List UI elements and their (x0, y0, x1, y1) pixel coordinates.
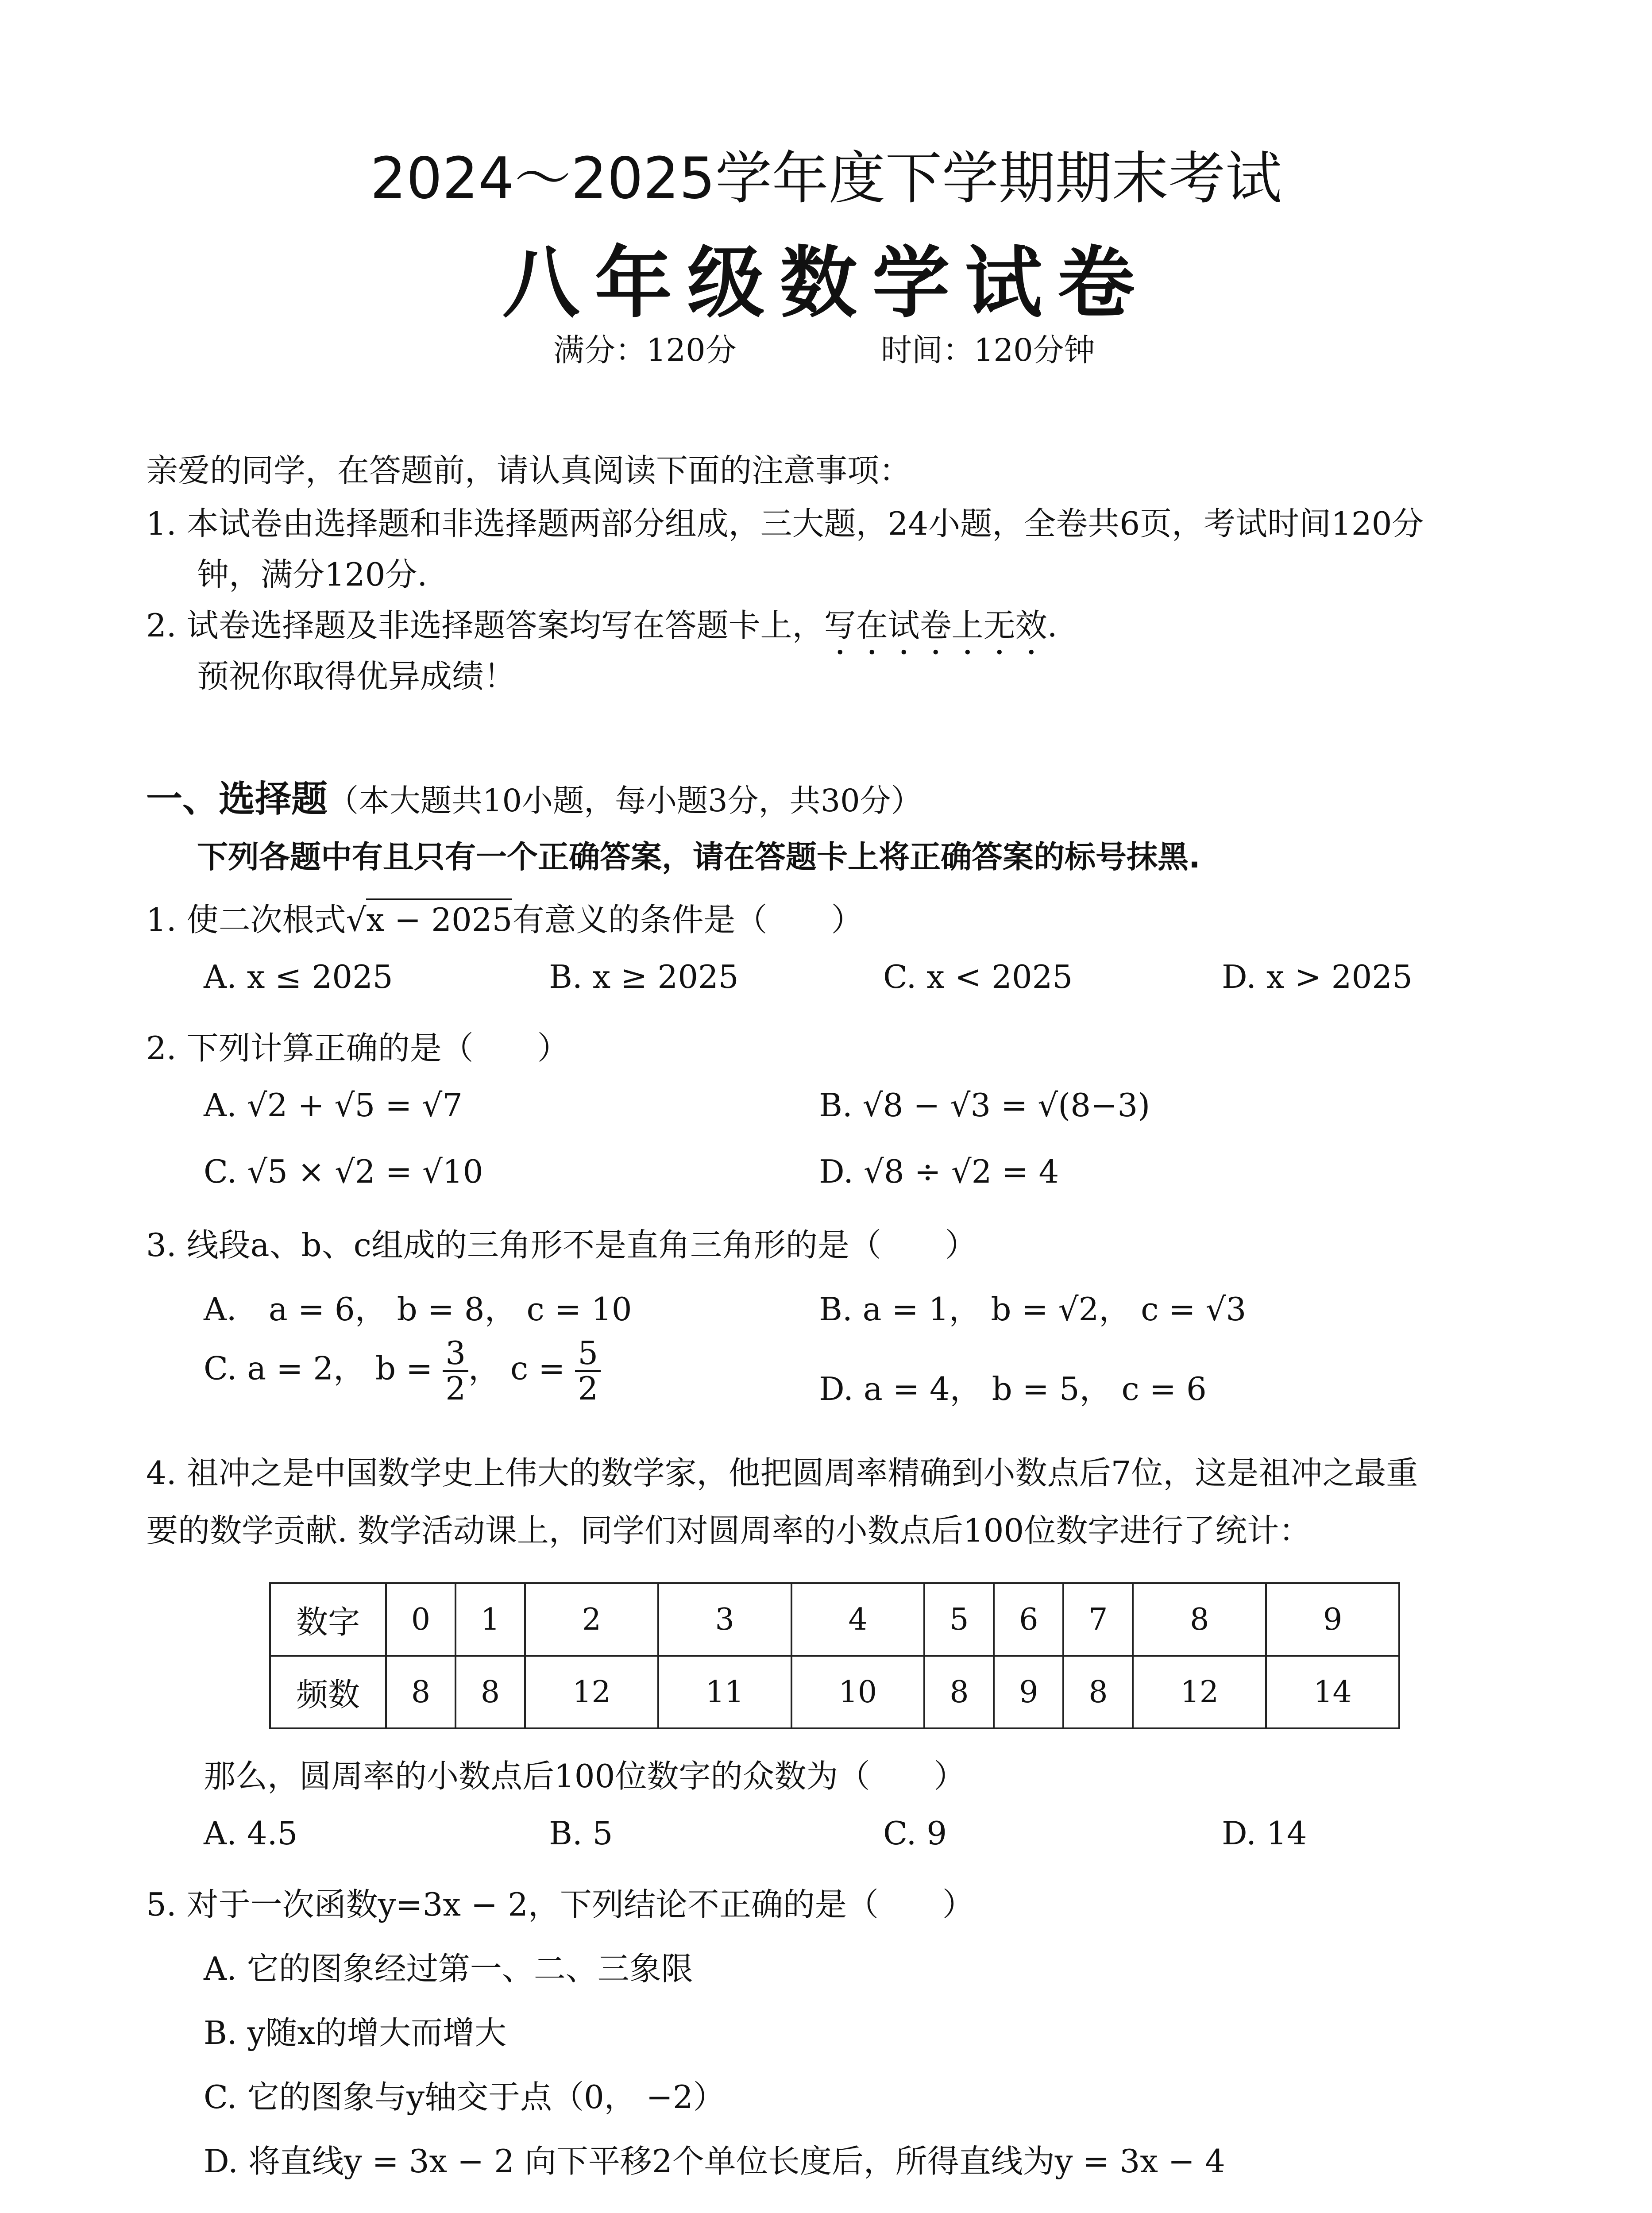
question-4-option-c: C. 9 (883, 1815, 947, 1852)
question-2-option-d: D. √8 ÷ √2 = 4 (819, 1153, 1059, 1190)
table-cell: 5 (924, 1583, 994, 1656)
notice-item-1-cont: 钟，满分120分. (197, 556, 428, 593)
table-cell: 8 (455, 1656, 525, 1728)
fraction-c-denominator: 2 (578, 1369, 598, 1407)
question-1-stem-a: 1. 使二次根式 (146, 901, 346, 938)
exam-title: 2024～2025学年度下学期期末考试 (370, 146, 1282, 212)
section-1-note: （本大题共10小题，每小题3分，共30分） (328, 783, 922, 819)
notice-item-1: 1. 本试卷由选择题和非选择题两部分组成，三大题，24小题，全卷共6页，考试时间120分 (146, 505, 1424, 542)
question-2-option-b: B. √8 − √3 = √(8−3) (819, 1087, 1150, 1124)
exam-time: 时间：120分钟 (881, 332, 1095, 368)
table-cell: 3 (658, 1583, 791, 1656)
table-cell: 9 (1266, 1583, 1399, 1656)
question-5-option-b: B. y随x的增大而增大 (204, 2014, 506, 2051)
table-row (270, 1656, 1399, 1728)
table-row-header: 数字 (270, 1583, 386, 1656)
fraction-b (443, 1334, 468, 1407)
question-5-option-c: C. 它的图象与y轴交于点（0， −2） (204, 2078, 725, 2116)
question-2-option-c: C. √5 × √2 = √10 (204, 1153, 483, 1190)
table-cell: 8 (1133, 1583, 1266, 1656)
notice-item-2-emphasis: 写在试卷上无效 (824, 607, 1047, 644)
question-3-option-d: D. a = 4， b = 5， c = 6 (819, 1370, 1207, 1407)
question-1-option-a: A. x ≤ 2025 (204, 958, 393, 995)
table-cell: 7 (1063, 1583, 1133, 1656)
fraction-c-numerator: 5 (575, 1337, 601, 1372)
question-3-option-c-a: C. a = 2， b = (204, 1349, 433, 1387)
table-cell: 11 (658, 1656, 791, 1728)
table-cell: 4 (791, 1583, 925, 1656)
fraction-b-numerator: 3 (443, 1337, 468, 1372)
table-cell: 1 (455, 1583, 525, 1656)
question-1-option-b: B. x ≥ 2025 (549, 958, 739, 995)
table-row-header: 频数 (270, 1656, 386, 1728)
table-cell: 9 (994, 1656, 1063, 1728)
question-3-option-c-mid: ， c = (468, 1349, 565, 1387)
table-row (270, 1583, 1399, 1656)
question-5-option-a: A. 它的图象经过第一、二、三象限 (204, 1950, 693, 1987)
question-3-stem: 3. 线段a、b、c组成的三角形不是直角三角形的是（ ） (146, 1226, 977, 1264)
table-cell: 8 (1063, 1656, 1133, 1728)
question-3-option-c (204, 1334, 601, 1407)
notice-intro: 亲爱的同学，在答题前，请认真阅读下面的注意事项： (146, 452, 911, 489)
section-1-instruction: 下列各题中有且只有一个正确答案，请在答题卡上将正确答案的标号抹黑. (197, 839, 1200, 875)
question-4-option-a: A. 4.5 (204, 1815, 298, 1852)
fraction-c (575, 1334, 601, 1407)
question-4-option-b: B. 5 (549, 1815, 613, 1852)
pi-digit-frequency-table (269, 1582, 1400, 1729)
table-cell: 10 (791, 1656, 925, 1728)
notice-item-2-suffix: . (1047, 607, 1058, 644)
full-score: 满分：120分 (553, 332, 737, 368)
question-1-radicand: x − 2025 (366, 898, 512, 938)
question-1-option-c: C. x < 2025 (883, 958, 1073, 995)
table-cell: 0 (386, 1583, 455, 1656)
question-4-option-d: D. 14 (1222, 1815, 1307, 1852)
notice-wish: 预祝你取得优异成绩！ (197, 658, 516, 695)
question-4-stem-line-2: 要的数学贡献. 数学活动课上，同学们对圆周率的小数点后100位数字进行了统计： (146, 1512, 1311, 1549)
notice-item-2-prefix: 2. 试卷选择题及非选择题答案均写在答题卡上， (146, 607, 824, 644)
table-cell: 8 (386, 1656, 455, 1728)
fraction-b-denominator: 2 (445, 1369, 466, 1407)
table-cell: 12 (1133, 1656, 1266, 1728)
question-1-stem (146, 894, 863, 940)
table-cell: 6 (994, 1583, 1063, 1656)
question-1-radical: √x − 2025 (346, 898, 513, 938)
question-1-stem-b: 有意义的条件是（ ） (512, 901, 863, 938)
question-2-option-a: A. √2 + √5 = √7 (204, 1087, 463, 1124)
table-cell: 8 (924, 1656, 994, 1728)
table-cell: 2 (525, 1583, 658, 1656)
table-cell: 14 (1266, 1656, 1399, 1728)
section-1-title: 一、选择题 (146, 778, 328, 820)
question-1-option-d: D. x > 2025 (1222, 958, 1413, 995)
table-cell: 12 (525, 1656, 658, 1728)
question-5-option-d: D. 将直线y = 3x − 2 向下平移2个单位长度后，所得直线为y = 3x − 4 (204, 2143, 1225, 2180)
question-5-stem: 5. 对于一次函数y=3x − 2，下列结论不正确的是（ ） (146, 1886, 974, 1923)
question-4-stem-line-1: 4. 祖冲之是中国数学史上伟大的数学家，他把圆周率精确到小数点后7位，这是祖冲之最重 (146, 1454, 1418, 1492)
question-3-option-a: A． a = 6， b = 8， c = 10 (204, 1291, 632, 1328)
question-3-option-b: B. a = 1， b = √2， c = √3 (819, 1291, 1247, 1328)
section-1-heading (146, 770, 922, 822)
question-4-question: 那么，圆周率的小数点后100位数字的众数为（ ） (204, 1758, 966, 1795)
question-2-stem: 2. 下列计算正确的是（ ） (146, 1029, 569, 1067)
exam-subtitle: 八年级数学试卷 (502, 239, 1150, 328)
